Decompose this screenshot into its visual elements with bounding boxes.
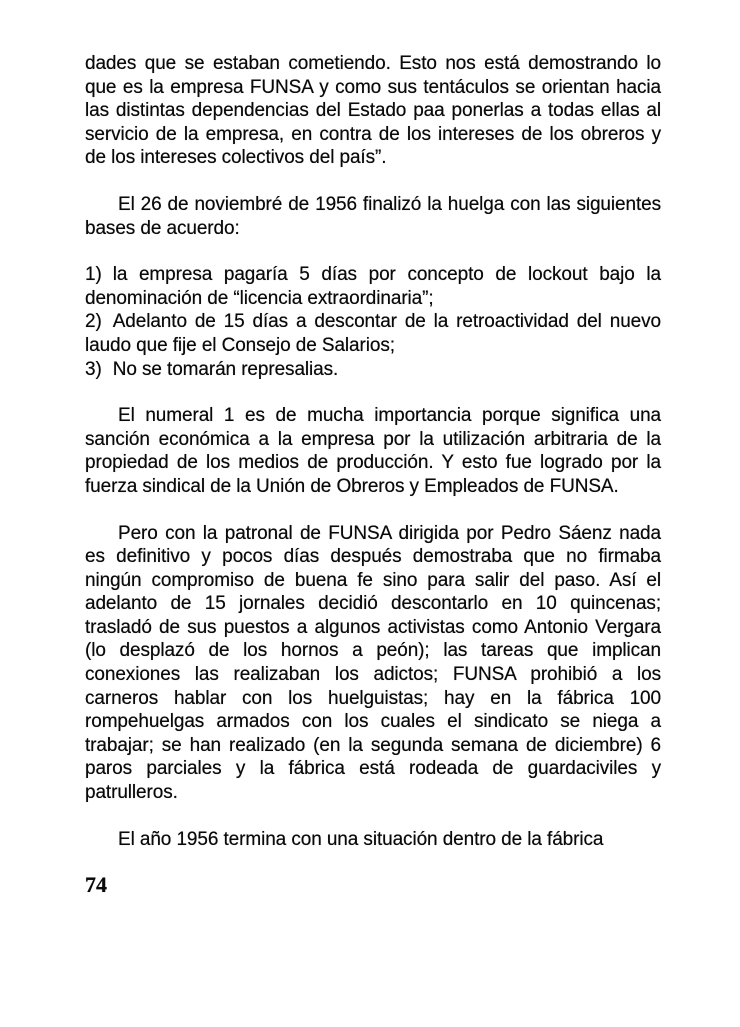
paragraph-year-end: El año 1956 termina con una situación dentro de la fábrica (118, 828, 604, 850)
list-marker: 2) (85, 311, 102, 333)
list-item-text: No se tomarán represalias. (112, 358, 339, 380)
agreement-item-2 (85, 310, 661, 357)
paragraph-patronal-response: Pero con la patronal de FUNSA dirigida por Pedro Sáenz nada es definitivo y pocos días después demostraba que no firmaba ningún compromiso de buena fe sino para salir del paso. Así el adelanto de 15 jornales decidió descontarlo en 10 quincenas; trasladó de sus puestos a algunos activistas como Antonio Vergara (lo desplazó de los hornos a peón); las tareas que implican conexiones las realizaban los adictos; FUNSA prohibió a los carneros hablar con los huelguistas; hay en la fábrica 100 rompehuelgas armados con los cuales el sindicato se niega a trabajar; se han realizado (en la segunda semana de diciembre) 6 paros parciales y la fábrica está rodeada de guardaciviles y patrulleros. (85, 522, 661, 804)
agreement-list (85, 263, 661, 381)
list-marker: 1) (85, 264, 102, 286)
paragraph-quote-continuation: dades que se estaban cometiendo. Esto nos está demostrando lo que es la empresa FUNSA y como sus tentáculos se orientan hacia las distintas dependencias del Estado paa ponerlas a todas ellas al servicio de la empresa, en contra de los intereses de los obreros y de los intereses colectivos del país”. (85, 53, 661, 169)
paragraph-numeral-importance: El numeral 1 es de mucha importancia porque significa una sanción económica a la empresa por la utilización arbitraria de la propiedad de los medios de producción. Y esto fue logrado por la fuerza sindical de la Unión de Obreros y Empleados de FUNSA. (85, 405, 661, 497)
paragraph-agreement-intro: El 26 de noviembré de 1956 finalizó la huelga con las siguientes bases de acuerdo: (85, 193, 661, 239)
text-block (85, 52, 661, 851)
list-item-text: Adelanto de 15 días a descontar de la retroactividad del nuevo laudo que fije el Consejo de Salarios; (85, 311, 661, 356)
agreement-item-3 (85, 358, 661, 382)
list-item-text: la empresa pagaría 5 días por concepto de lockout bajo la denominación de “licencia extraordinaria”; (85, 264, 661, 309)
agreement-item-1 (85, 263, 661, 310)
list-marker: 3) (85, 358, 102, 380)
page-number: 74 (85, 872, 107, 897)
